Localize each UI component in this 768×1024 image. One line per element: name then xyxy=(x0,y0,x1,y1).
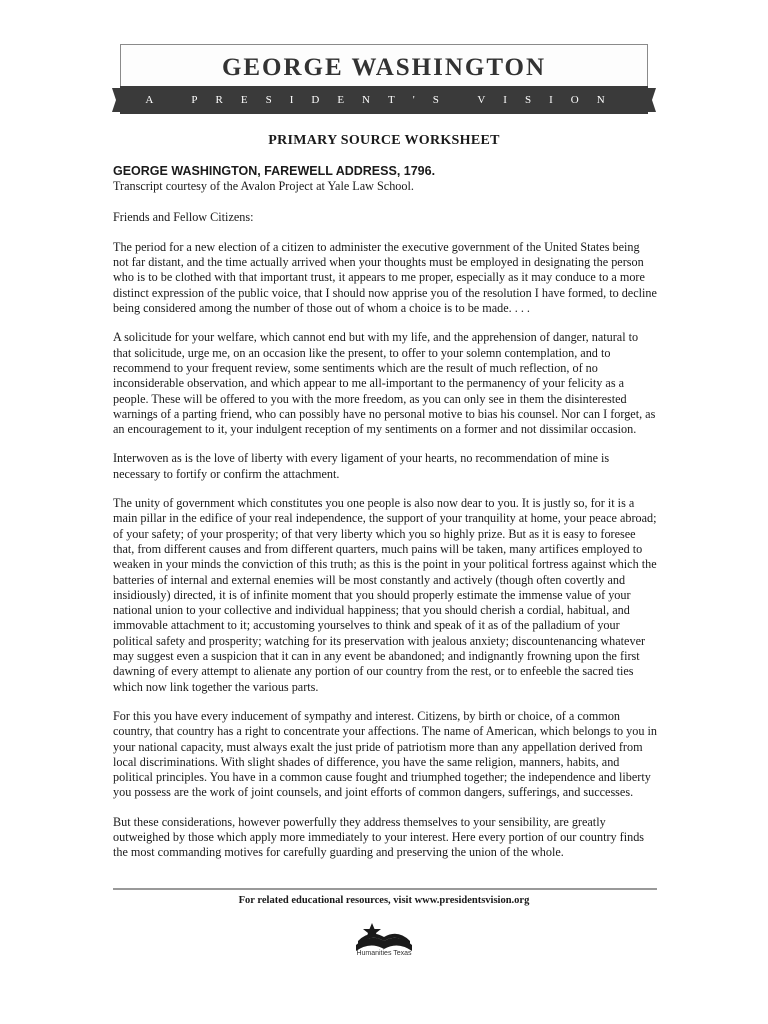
banner-title: GEORGE WASHINGTON xyxy=(221,54,547,81)
document-credit: Transcript courtesy of the Avalon Project at Yale Law School. xyxy=(113,179,414,194)
paragraph-4: The unity of government which constitutes you one people is also now dear to you. It is justly so, for it is a main pillar in the edifice of your real independence, the support of your tranquility at home, your peace abroad; of your safety; of your prosperity; of that very liberty which you so highly prize. But as it is easy to foresee that, from different causes and from different quarters, much pains will be taken, many artifices employed to weaken in your minds the conviction of this truth; as this is the point in your political fortress against which the batteries of internal and external enemies will be most constantly and actively (though often covertly and insidiously) directed, it is of infinite moment that you should properly estimate the immense value of your national union to your collective and individual happiness; that you should cherish a cordial, habitual, and immovable attachment to it; accustoming yourselves to think and speak of it as of the palladium of your political safety and prosperity; watching for its preservation with jealous anxiety; discountenancing whatever may suggest even a suspicion that it can in any event be abandoned; and indignantly frowning upon the first dawning of every attempt to alienate any portion of our country from the rest, or to enfeeble the sacred ties which now link together the various parts. xyxy=(113,496,657,694)
header-banner xyxy=(112,44,656,116)
document-heading: GEORGE WASHINGTON, FAREWELL ADDRESS, 1796. xyxy=(113,164,436,178)
paragraph-5: For this you have every inducement of sympathy and interest. Citizens, by birth or choice, of a common country, that country has a right to concentrate your affections. The name of American, which belongs to you in your national capacity, must always exalt the just pride of patriotism more than any appellation derived from local discriminations. With slight shades of difference, you have the same religion, manners, habits, and political principles. You have in a common cause fought and triumphed together; the independence and liberty you possess are the work of joint counsels, and joint efforts of common dangers, sufferings, and successes. xyxy=(113,708,657,800)
logo-text: Humanities Texas xyxy=(356,950,412,957)
paragraph-6: But these considerations, however powerfully they address themselves to your sensibility, are greatly outweighed by those which apply more immediately to your interest. Here every portion of our country finds the most commanding motives for carefully guarding and preserving the union of the whole. xyxy=(113,814,645,860)
paragraph-2: A solicitude for your welfare, which cannot end but with my life, and the apprehension of danger, natural to that solicitude, urge me, on an occasion like the present, to offer to your solemn contemplation, and to recommend to your frequent review, some sentiments which are the result of much reflection, of no inconsiderable observation, and which appear to me all-important to the permanency of your felicity as a people. These will be offered to you with the more freedom, as you can only see in them the disinterested warnings of a parting friend, who can possibly have no personal motive to bias his counsel. Nor can I forget, as an encouragement to it, your indulgent reception of my sentiments on a former and not dissimilar occasion. xyxy=(113,330,656,437)
banner-title-box xyxy=(120,44,648,88)
paragraph-3: Interwoven as is the love of liberty with every ligament of your hearts, no recommendation of mine is necessary to fortify or confirm the attachment. xyxy=(113,451,610,481)
banner-subtitle: A PRESIDENT'S VISION xyxy=(145,94,623,106)
document-body xyxy=(113,164,658,875)
footer-text: For related educational resources, visit www.presidentsvision.org xyxy=(238,895,530,906)
worksheet-title: PRIMARY SOURCE WORKSHEET xyxy=(268,133,500,148)
footer-divider xyxy=(113,888,657,890)
paragraph-1: The period for a new election of a citizen to administer the executive government of the United States being not far distant, and the time actually arrived when your thoughts must be employed in designating the person who is to be clothed with that important trust, it appears to me proper, especially as it may conduce to a more distinct expression of the public voice, that I should now apprise you of the resolution I have formed, to decline being considered among the number of those out of whom a choice is to be made. . . . xyxy=(113,239,657,316)
salutation: Friends and Fellow Citizens: xyxy=(113,209,254,224)
